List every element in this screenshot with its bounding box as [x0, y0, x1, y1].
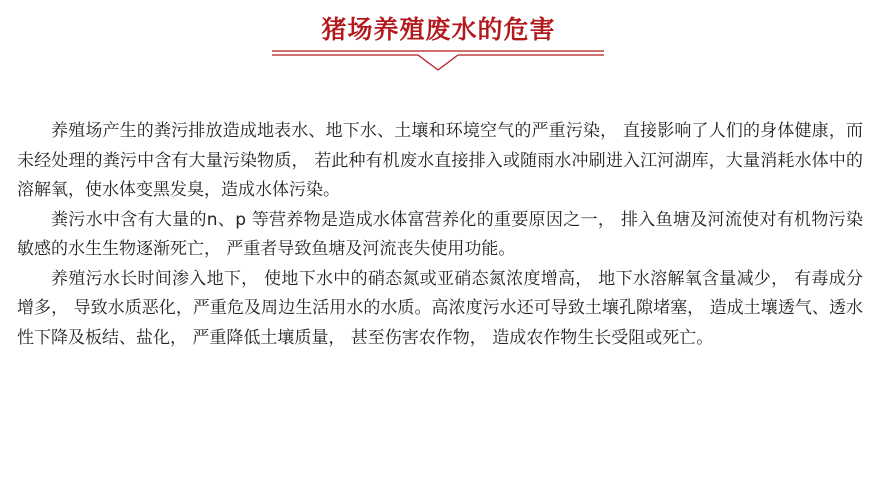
- article-body: [17, 117, 863, 353]
- paragraph-eutrophication: 粪污水中含有大量的n、p 等营养物是造成水体富营养化的重要原因之一， 排入鱼塘及河流使对有机物污染敏感的水生生物逐渐死亡， 严重者导致鱼塘及河流丧失使用功能。: [17, 209, 863, 259]
- page-title: 猪场养殖废水的危害: [321, 15, 556, 44]
- paragraph-groundwater-soil: 养殖污水长时间渗入地下， 使地下水中的硝态氮或亚硝态氮浓度增高， 地下水溶解氧含量减少， 有毒成分增多， 导致水质恶化，严重危及周边生活用水的水质。高浓度污水还可导致土壤孔隙堵塞， 造成土壤透气、透水性下降及板结、盐化， 严重降低土壤质量， 甚至伤害农作物， 造成农作物生长受阻或死亡。: [17, 268, 863, 348]
- article-header: [0, 0, 877, 80]
- paragraph-pollution-sources: 养殖场产生的粪污排放造成地表水、地下水、土壤和环境空气的严重污染， 直接影响了人们的身体健康，而未经处理的粪污中含有大量污染物质， 若此种有机废水直接排入或随雨水冲刷进入江河湖库，大量消耗水体中的溶解氧，使水体变黑发臭，造成水体污染。: [17, 121, 863, 200]
- title-divider-ornament: [272, 44, 604, 74]
